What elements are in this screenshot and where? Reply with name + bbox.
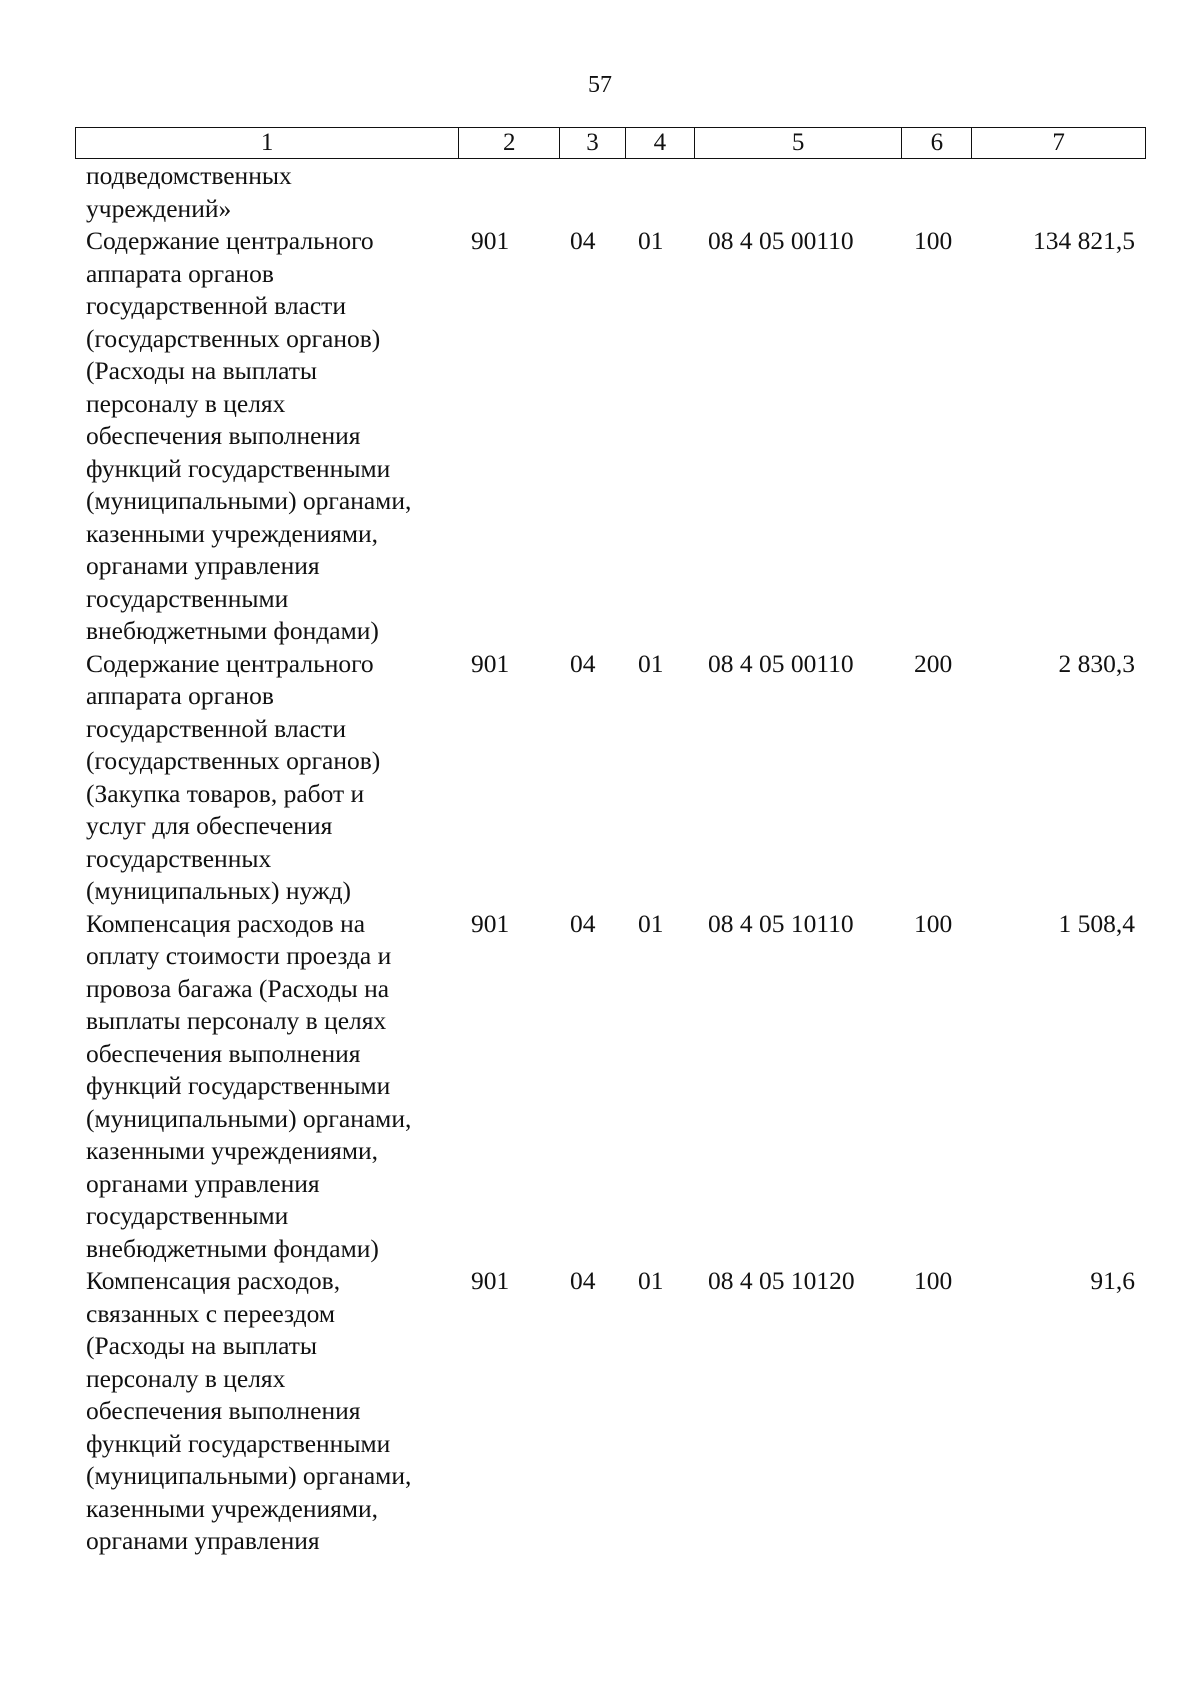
row-target-article: 08 4 05 10120 — [708, 1266, 855, 1295]
table-row — [75, 160, 1146, 225]
row-ministry-code: 901 — [471, 1266, 510, 1295]
page-number: 57 — [588, 72, 612, 98]
row-expense-type: 100 — [914, 908, 953, 938]
row-subsection-code — [626, 160, 695, 225]
row-ministry-code — [459, 160, 560, 225]
row-description: подведомственных учреждений» — [86, 161, 292, 223]
header-cell-6: 6 — [902, 128, 972, 158]
header-cell-1: 1 — [76, 128, 459, 158]
row-section-code: 04 — [570, 648, 596, 678]
row-description: Содержание центрального аппарата органов государственной власти (государственных органов) (Расходы на выплаты персоналу в целях обеспечения выполнения функций государственными (муниципальными) органами, казенными учреждениями, органами управления государственными внебюджетными фондами) — [86, 226, 412, 645]
row-description: Содержание центрального аппарата органов государственной власти (государственных органов) (Закупка товаров, работ и услуг для обеспечения государственных (муниципальных) нужд) — [86, 648, 381, 905]
row-section-code — [560, 160, 626, 225]
row-amount — [973, 160, 1146, 225]
row-ministry-code: 901 — [471, 908, 510, 938]
table-row — [75, 1265, 1146, 1558]
row-expense-type: 200 — [914, 648, 953, 678]
header-cell-2: 2 — [459, 128, 560, 158]
row-target-article: 08 4 05 00110 — [708, 648, 854, 678]
table-row — [75, 648, 1146, 908]
row-subsection-code: 01 — [638, 648, 664, 678]
header-cell-3: 3 — [560, 128, 626, 158]
table-row — [75, 225, 1146, 648]
row-subsection-code: 01 — [638, 226, 664, 255]
row-amount: 1 508,4 — [1058, 908, 1135, 938]
row-amount: 2 830,3 — [1058, 648, 1135, 678]
row-description: Компенсация расходов на оплату стоимости проезда и провоза багажа (Расходы на выплаты персоналу в целях обеспечения выполнения функций государственными (муниципальными) органами, казенными учреждениями, органами управления государственными внебюджетными фондами) — [86, 908, 412, 1263]
row-section-code: 04 — [570, 908, 596, 938]
header-cell-4: 4 — [626, 128, 695, 158]
row-section-code: 04 — [570, 226, 596, 255]
table-body — [75, 160, 1146, 1558]
row-target-article — [695, 160, 903, 225]
row-ministry-code: 901 — [471, 648, 510, 678]
row-expense-type — [903, 160, 973, 225]
row-expense-type: 100 — [914, 226, 953, 255]
row-ministry-code: 901 — [471, 226, 510, 255]
row-amount: 91,6 — [1090, 1266, 1135, 1295]
row-target-article: 08 4 05 10110 — [708, 908, 854, 938]
header-cell-5: 5 — [695, 128, 903, 158]
table-header-row — [75, 127, 1146, 159]
row-subsection-code: 01 — [638, 908, 664, 938]
header-cell-7: 7 — [1052, 129, 1065, 156]
row-target-article: 08 4 05 00110 — [708, 226, 854, 255]
row-subsection-code: 01 — [638, 1266, 664, 1295]
row-amount: 134 821,5 — [1033, 226, 1135, 255]
row-description: Компенсация расходов, связанных с переездом (Расходы на выплаты персоналу в целях обеспечения выполнения функций государственными (муниципальными) органами, казенными учреждениями, органами управления — [86, 1266, 412, 1555]
row-section-code: 04 — [570, 1266, 596, 1295]
row-expense-type: 100 — [914, 1266, 953, 1295]
table-row — [75, 908, 1146, 1266]
